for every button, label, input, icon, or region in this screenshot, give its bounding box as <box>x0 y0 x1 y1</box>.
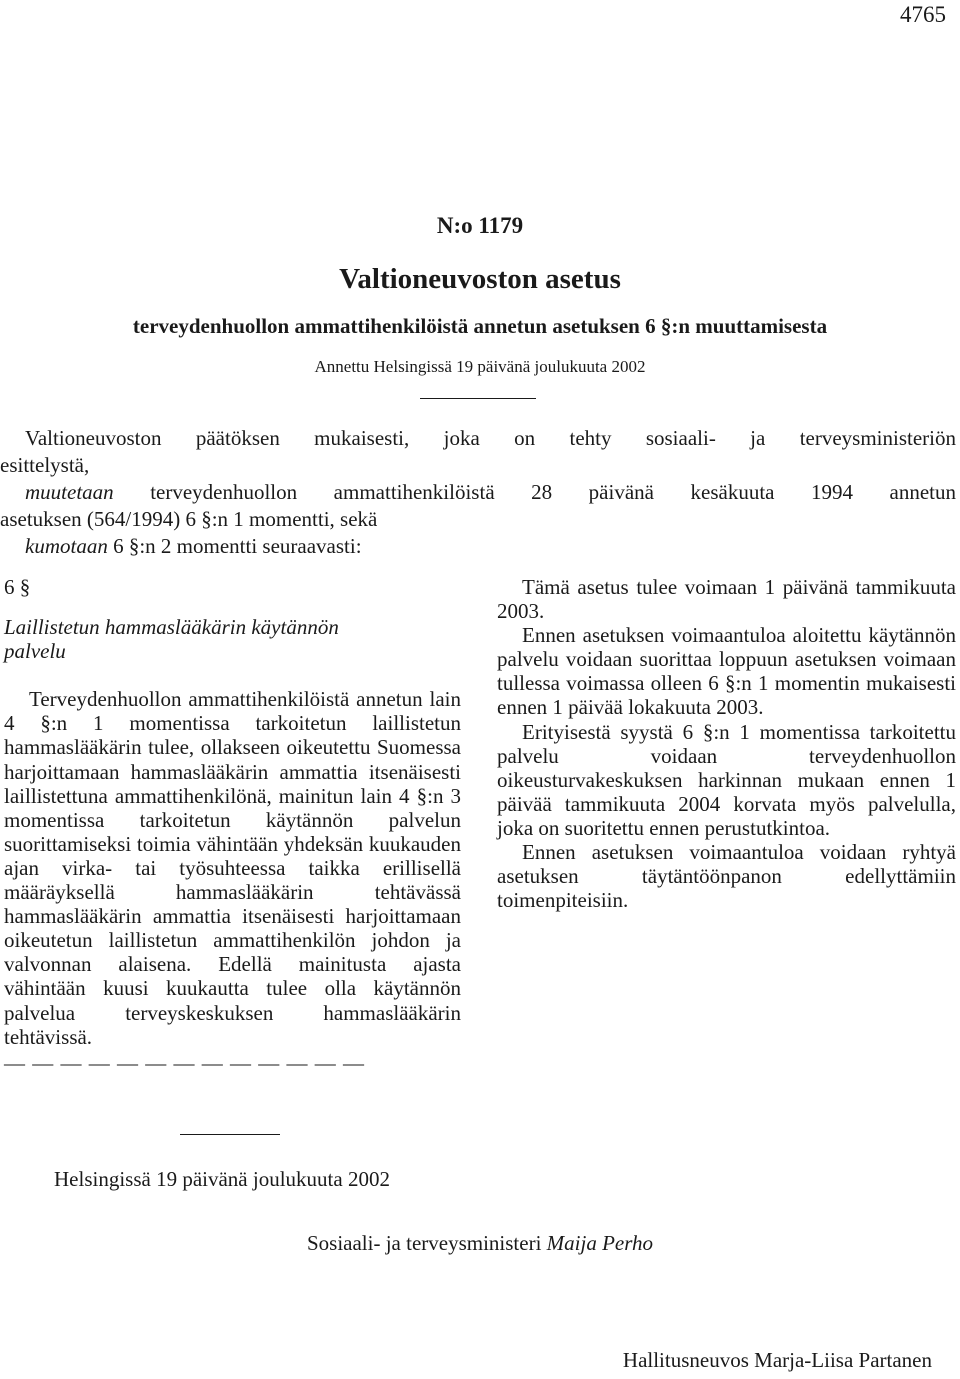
entry-into-force: Tämä asetus tulee voimaan 1 päivänä tammikuuta 2003. <box>497 575 956 624</box>
repeal-clause <box>0 533 956 560</box>
title-divider <box>420 398 536 399</box>
statute-number: N:o 1179 <box>436 213 524 238</box>
amend-text-1: terveydenhuollon ammattihenkilöistä 28 päivänä kesäkuuta 1994 annetun <box>150 480 957 504</box>
intro-line-1: Valtioneuvoston päätöksen mukaisesti, joka on tehty sosiaali- ja terveysministeriön <box>25 426 956 450</box>
amend-word: muutetaan <box>25 480 114 504</box>
repeal-text: 6 §:n 2 momentti seuraavasti: <box>113 534 362 558</box>
minister-signature <box>0 1231 960 1256</box>
document-title: Valtioneuvoston asetus <box>339 263 621 295</box>
intro <box>0 425 956 560</box>
document-subtitle: terveydenhuollon ammattihenkilöistä annetun asetuksen 6 §:n muuttamisesta <box>132 314 828 338</box>
repeal-word: kumotaan <box>25 534 108 558</box>
amend-clause-line-1 <box>0 479 956 506</box>
signature-divider <box>180 1134 280 1135</box>
omission-dashes: — — — — — — — — — — — — — <box>4 1050 365 1075</box>
section-paragraph: Terveydenhuollon ammattihenkilöistä annetun lain 4 §:n 1 momentissa tarkoitetun laillistetun hammaslääkärin tulee, ollakseen oikeutettu Suomessa harjoittamaan hammaslääkärin ammattia itsenäisesti laillistettuna ammattihenkilönä, mainitun lain 4 §:n 3 momentissa tarkoitetun käytännön palvelun suorittamiseksi toimia vähintään yhdeksän kuukauden ajan virka- tai työsuhteessa taikka erillisellä määräyksellä hammaslääkärin tehtävässä hammaslääkärin ammattia itsenäisesti harjoittamaan oikeutetun laillistetun ammattihenkilön johdon ja valvonnan alaisena. Edellä mainitusta ajasta vähintään kuusi kuukautta tulee olla käytännön palvelua terveyskeskuksen hammaslääkärin tehtävissä. <box>4 687 461 1049</box>
transitional-provision-1: Ennen asetuksen voimaantuloa aloitettu käytännön palvelu voidaan suorittaa loppuun asetuksen voimaan tullessa voimassa olleen 6 §:n 1 momentin mukaisesti ennen 1 päivää lokakuuta 2003. <box>497 623 956 720</box>
left-column <box>4 575 461 1075</box>
intro-line-2: esittelystä, <box>0 453 90 477</box>
minister-title: Sosiaali- ja terveysministeri <box>306 1231 542 1255</box>
minister-name: Maija Perho <box>546 1231 654 1255</box>
amend-clause-line-2: asetuksen (564/1994) 6 §:n 1 momentti, sekä <box>0 507 378 531</box>
implementation-measures: Ennen asetuksen voimaantuloa voidaan ryhtyä asetuksen täytäntöönpanon edellyttämiin toimenpiteisiin. <box>497 840 956 913</box>
transitional-provision-2: Erityisestä syystä 6 §:n 1 momentissa tarkoitettu palvelu voidaan terveydenhuollon oikeusturvakeskuksen harkinnan mukaan ennen 1 päivää tammikuuta 2004 korvata myös palvelulla, joka on suoritettu ennen perustutkintoa. <box>497 719 956 840</box>
page-number: 4765 <box>900 2 946 27</box>
section-heading-line-2: palvelu <box>4 639 66 664</box>
section-heading-line-1: Laillistetun hammaslääkärin käytännön <box>4 615 339 640</box>
right-column <box>497 575 956 912</box>
place-and-date: Helsingissä 19 päivänä joulukuuta 2002 <box>54 1167 390 1191</box>
counsellor-signature: Hallitusneuvos Marja-Liisa Partanen <box>622 1348 932 1372</box>
issued-date: Annettu Helsingissä 19 päivänä joulukuuta 2002 <box>314 357 646 376</box>
section-number: 6 § <box>4 575 31 599</box>
